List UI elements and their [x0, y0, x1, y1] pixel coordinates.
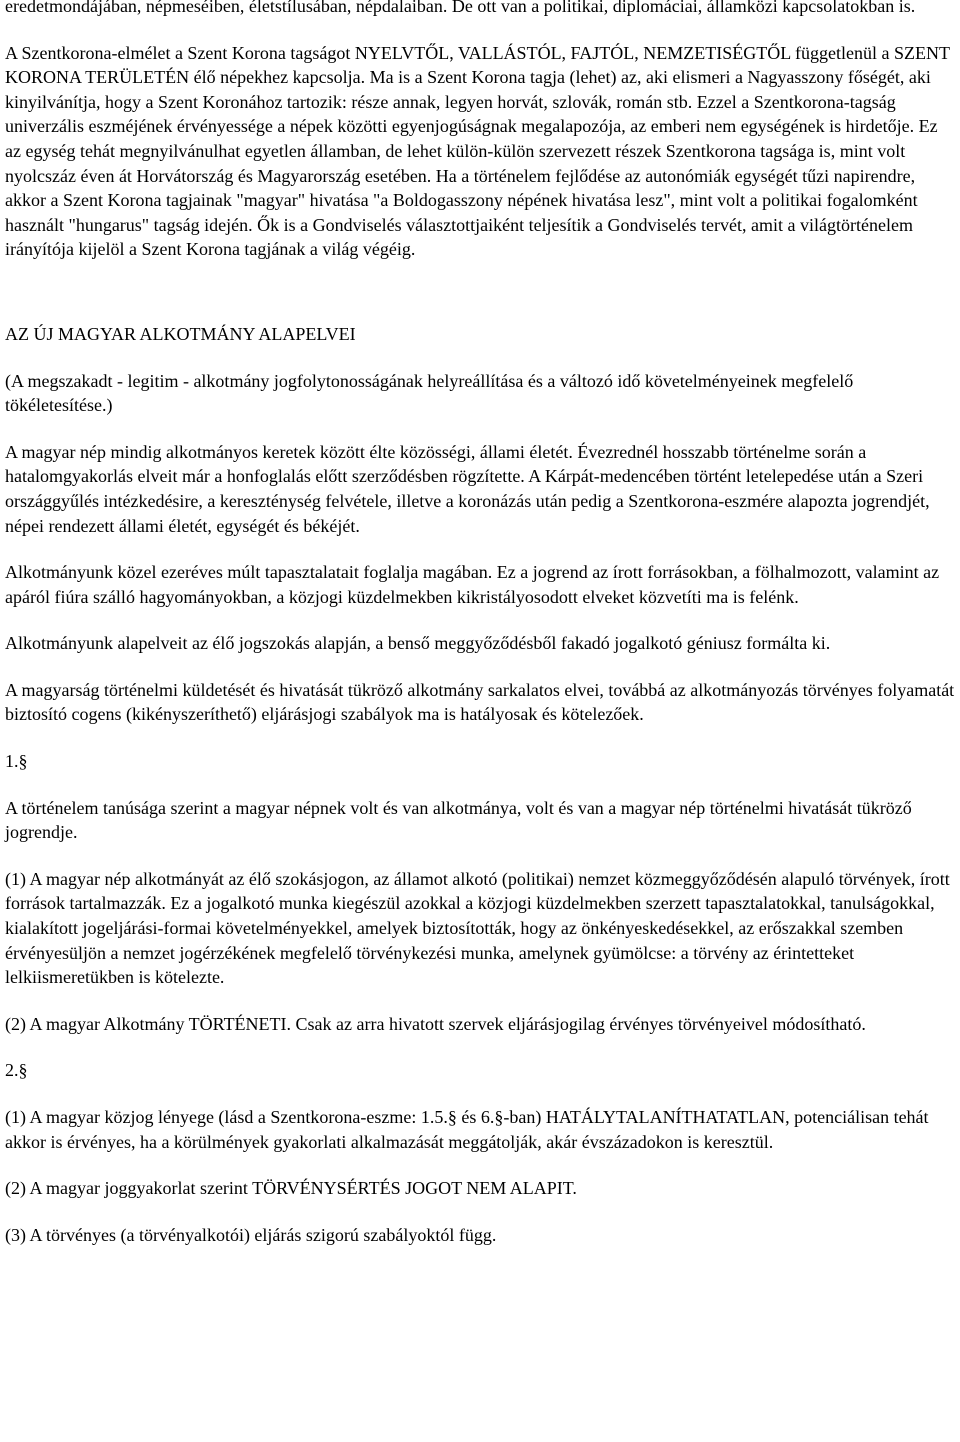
document-subtitle: (A megszakadt - legitim - alkotmány jogfolytonosságának helyreállítása és a változó idő követelményeinek megfelelő tökéletesítése.)	[5, 370, 854, 416]
section-1-paragraph-1: (1) A magyar nép alkotmányát az élő szokásjogon, az államot alkotó (politikai) nemzet közmeggyőződésén alapuló törvények, írott források tartalmazzák. Ez a jogalkotó munka kiegészül azokkal a közjogi küzdelmekben szerzett tapasztalatokkal, tanulságokkal, kialakított jogeljárási-formai követelményekkel, amelyek biztosították, hogy az önkényeskedésekkel, az erőszakkal szemben érvényesüljön a nemzet jogérzékének megfelelő törvénykezési munka, amelynek gyümölcse: a törvény az érintetteket lelkiismeretükben is kötelezte.	[5, 868, 950, 988]
document-title: AZ ÚJ MAGYAR ALKOTMÁNY ALAPELVEI	[5, 323, 356, 344]
preamble-paragraph-3: Alkotmányunk alapelveit az élő jogszokás alapján, a benső meggyőződésből fakadó jogalkotó géniusz formálta ki.	[5, 633, 831, 654]
section-1-label: 1.§	[5, 751, 28, 772]
section-2-paragraph-2: (2) A magyar joggyakorlat szerint TÖRVÉNYSÉRTÉS JOGOT NEM ALAPIT.	[5, 1178, 577, 1199]
preamble-paragraph-4: A magyarság történelmi küldetését és hivatását tükröző alkotmány sarkalatos elvei, továbbá az alkotmányozás törvényes folyamatát biztosító cogens (kikényszeríthető) eljárásjogi szabályok ma is hatályosak és kötelezőek.	[5, 679, 955, 725]
preamble-paragraph-2: Alkotmányunk közel ezeréves múlt tapasztalatait foglalja magában. Ez a jogrend az írott forrásokban, a fölhalmozott, valamint az apáról fiúra szálló hagyományokban, a közjogi küzdelmekben kikristályosodott elveket közvetíti ma is felénk.	[5, 562, 940, 607]
section-1-intro: A történelem tanúsága szerint a magyar népnek volt és van alkotmánya, volt és van a magyar nép történelmi hivatását tükröző jogrendje.	[5, 797, 912, 843]
section-1-paragraph-2: (2) A magyar Alkotmány TÖRTÉNETI. Csak az arra hivatott szervek eljárásjogilag érvényes törvényeivel módosítható.	[5, 1013, 866, 1034]
section-2-paragraph-3: (3) A törvényes (a törvényalkotói) eljárás szigorú szabályoktól függ.	[5, 1224, 497, 1245]
intro-top-paragraph: eredetmondájában, népmeséiben, életstílusában, népdalaiban. De ott van a politikai, diplomáciai, államközi kapcsolatokban is.	[5, 0, 916, 16]
preamble-paragraph-1: A magyar nép mindig alkotmányos keretek között élte közösségi, állami életét. Évezrednél hosszabb történelme során a hatalomgyakorlás elveit már a honfoglalás előtt szerződésben rögzítette. A Kárpát-medencében történt letelepedése után a Szeri országgyűlés intézkedésire, a kereszténység felvétele, illetve a koronázás után pedig a Szentkorona-eszmére alapozta jogrendjét, népei rendezett állami életét, egységét és békéjét.	[5, 441, 930, 536]
document-page	[5, 0, 957, 1247]
intro-paragraph: A Szentkorona-elmélet a Szent Korona tagságot NYELVTŐL, VALLÁSTÓL, FAJTÓL, NEMZETISÉGTŐL függetlenül a SZENT KORONA TERÜLETÉN élő népekhez kapcsolja. Ma is a Szent Korona tagja (lehet) az, aki elismeri a Nagyasszony főségét, aki kinyilvánítja, hogy a Szent Koronához tartozik: része annak, legyen horvát, szlovák, román stb. Ezzel a Szentkorona-tagság univerzális eszméjének érvényessége a népek közötti egyenjogúságnak megalapozója, az emberi nem egységének is hirdetője. Ez az egység tehát megnyilvánulhat egyetlen államban, de lehet külön-külön szervezett részek Szentkorona tagsága is, mint volt nyolcszáz éven át Horvátország és Magyarország esetében. Ha a történelem fejlődése az autonómiák egységét tűzi napirendre, akkor a Szent Korona tagjainak "magyar" hivatása "a Boldogasszony népének hivatása lesz", mint volt a politikai fogalomként használt "hungarus" tagság idején. Ők is a Gondviselés választottjaiként teljesítik a Gondviselés tervét, amit a világtörténelem irányítója kijelöl a Szent Korona tagjának a világ végéig.	[5, 42, 950, 260]
section-2-paragraph-1: (1) A magyar közjog lényege (lásd a Szentkorona-eszme: 1.5.§ és 6.§-ban) HATÁLYTALANÍTHATATLAN, potenciálisan tehát akkor is érvényes, ha a körülmények gyakorlati alkalmazását meggátolják, akár évszázadokon is keresztül.	[5, 1107, 929, 1152]
section-2-label: 2.§	[5, 1060, 28, 1081]
